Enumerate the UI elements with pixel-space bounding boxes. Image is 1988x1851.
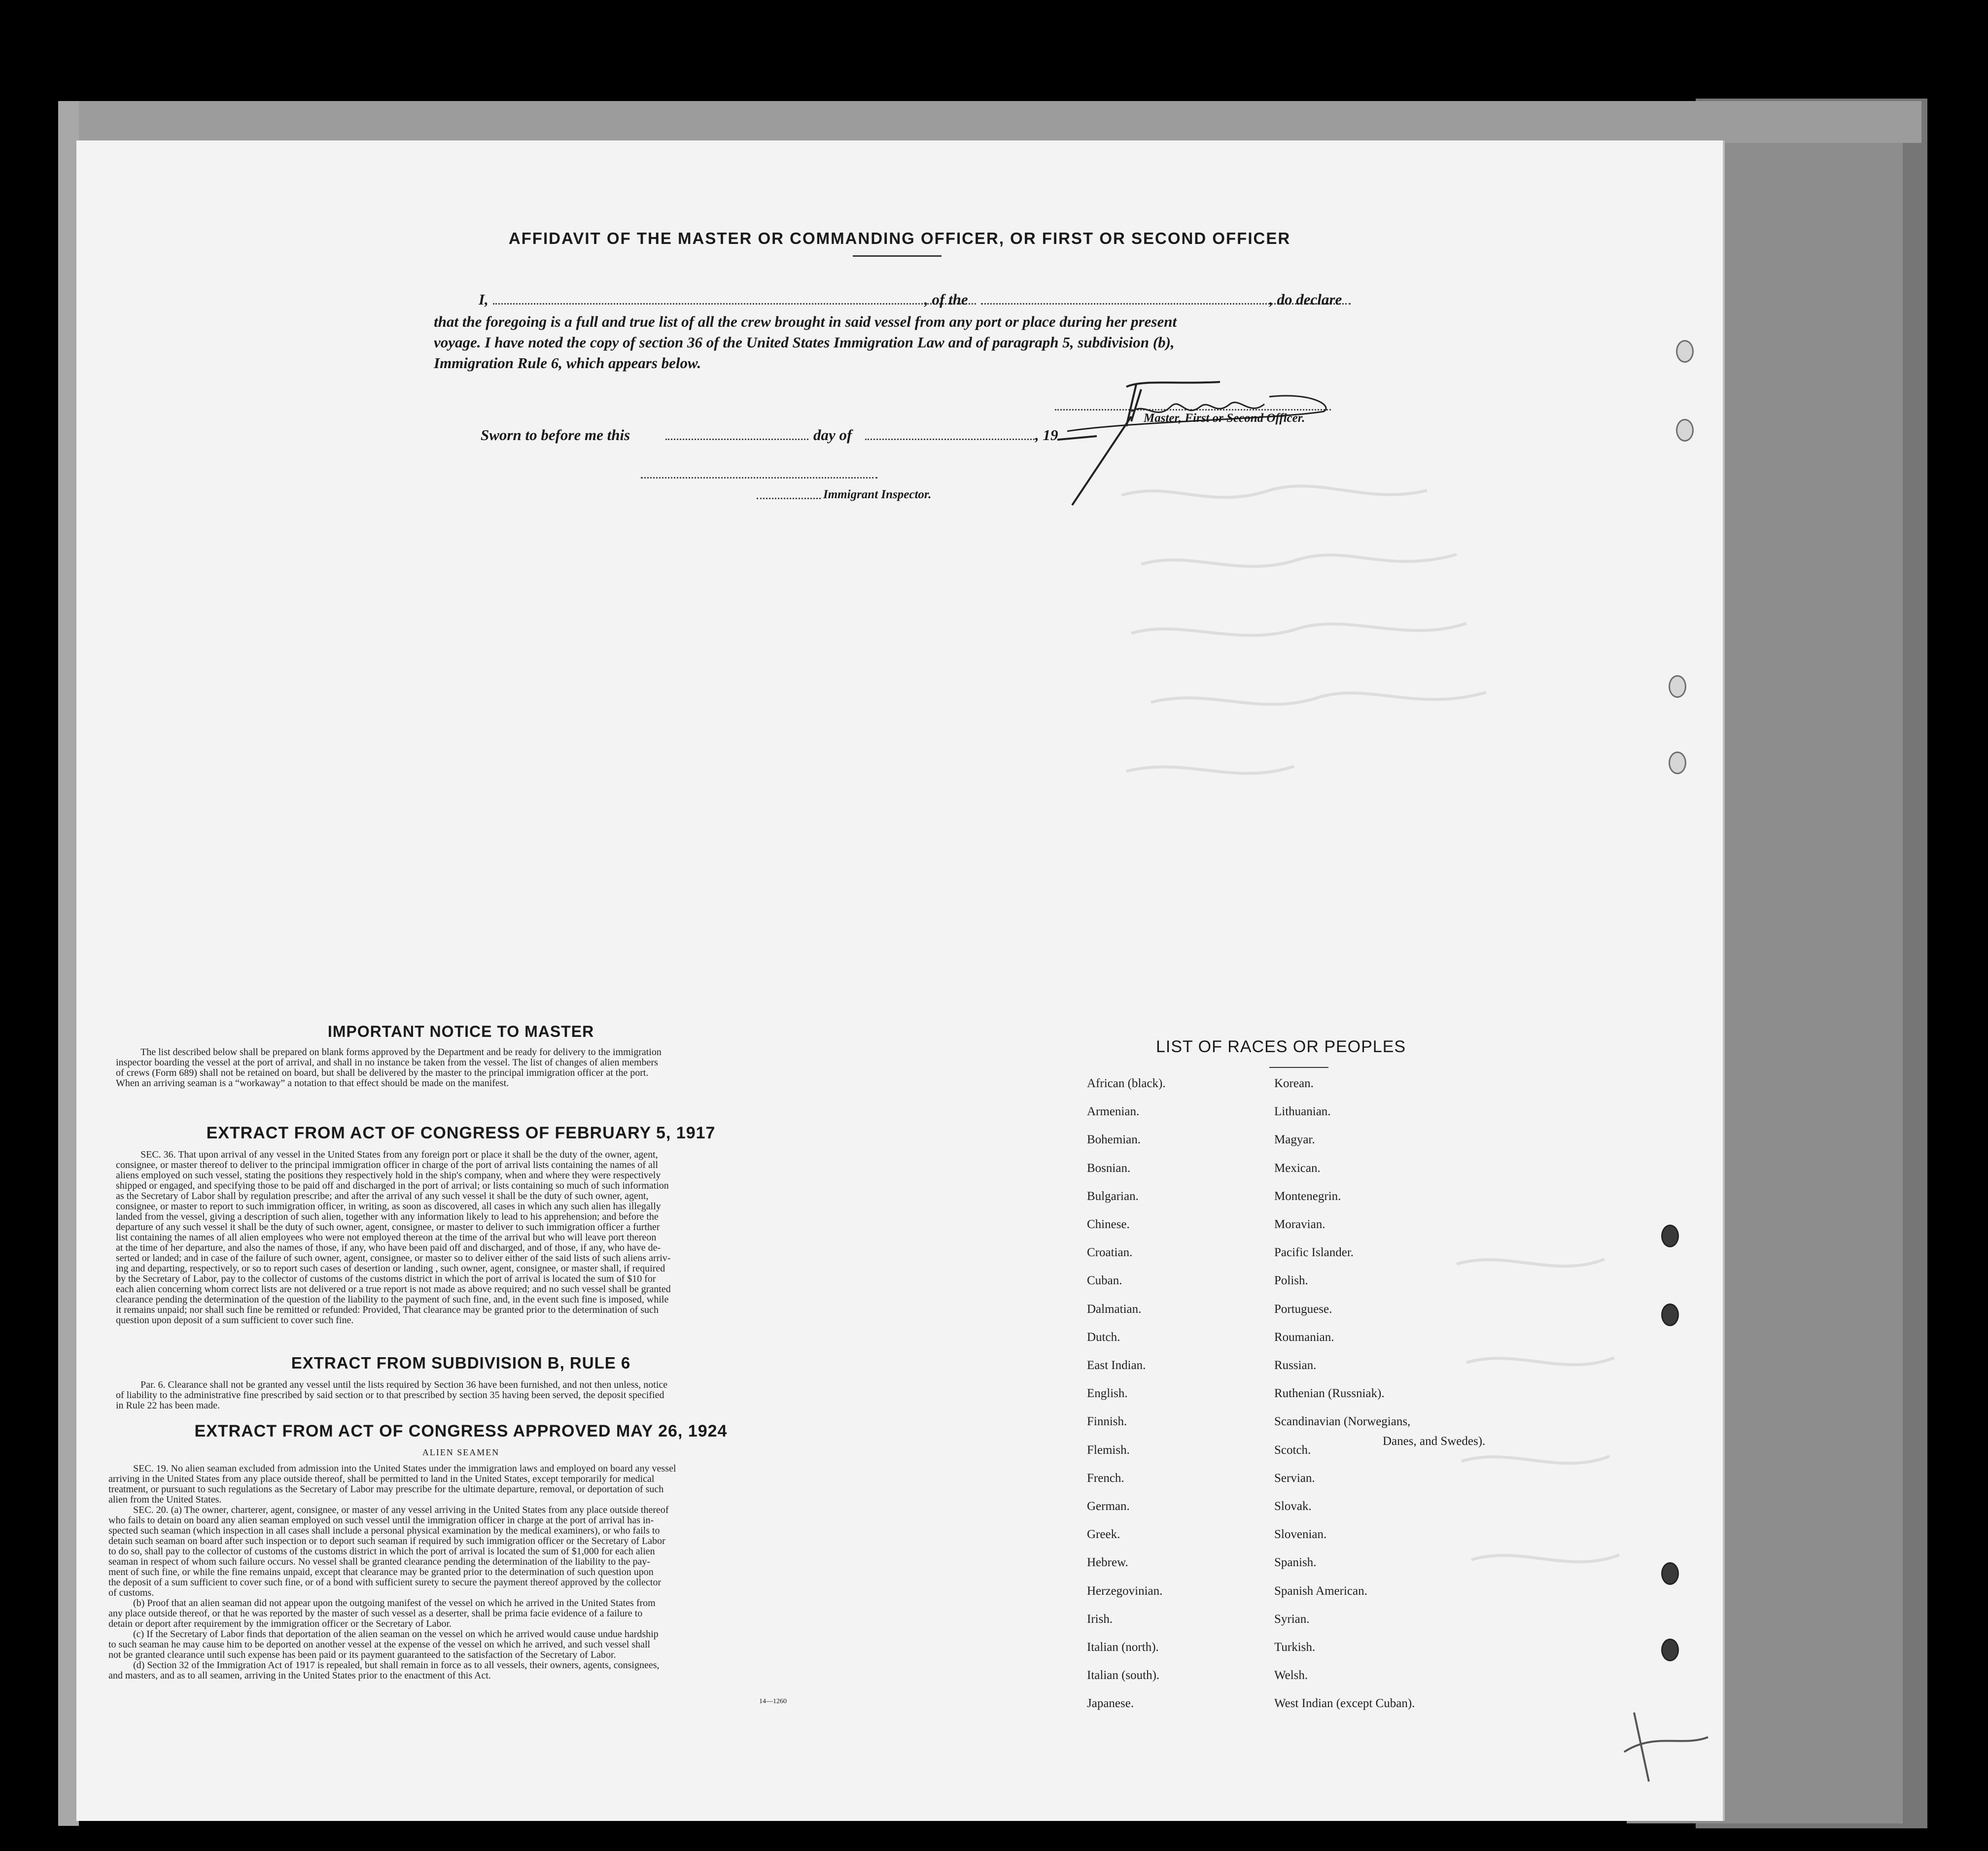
race-item: Roumanian. [1274,1330,1334,1344]
extract-line: treatment, or pursuant to such regulations as the Secretary of Labor may prescribe for the ultimate departure, removal, or deportation of such [108,1484,664,1495]
notice-line: When an arriving seaman is a “workaway” a notation to that effect should be made on the manifest. [116,1078,509,1089]
race-item: Scotch. [1274,1443,1311,1457]
affidavit-declare-label: , do declare [1269,291,1342,308]
extract-line: ing and departing, respectively, or so to report such cases of desertion or landing , such owner, agent, consignee, or master shall, if required [116,1263,665,1274]
sworn-month-line [865,439,1038,440]
punch-hole [1676,419,1694,442]
race-item: Italian (south). [1087,1669,1160,1682]
punch-hole [1661,1562,1679,1585]
race-item: Armenian. [1087,1105,1140,1119]
extract-line: seaman in respect of whom such failure occurs. No vessel shall be granted clearance pending the determination of the liability to the pay- [108,1556,651,1567]
extract-line: any place outside thereof, or that he was reported by the master of such vessel as a deserter, shall be prima facie evidence of a failure to [108,1608,643,1619]
race-item: Welsh. [1274,1669,1308,1682]
extract-line: (c) If the Secretary of Labor finds that deportation of the alien seaman on the vessel on which he arrived would cause undue hardship [133,1629,659,1640]
race-item: Bosnian. [1087,1161,1131,1175]
extract-line: list containing the names of all alien employees who were not employed thereon at the time of the arrival but who will leave port thereon [116,1232,657,1243]
day-of-label: day of [813,426,852,444]
extract-line: by the Secretary of Labor, pay to the collector of customs of the customs district in which the port of arrival is located the sum of $10 for [116,1273,656,1284]
race-item: German. [1087,1500,1130,1513]
extract-line: aliens employed on such vessel, stating the positions they respectively hold in the ship's company, when and where they were respectively [116,1170,661,1181]
extract-line: (d) Section 32 of the Immigration Act of 1917 is repealed, but shall remain in force as to all vessels, their owners, agents, consignees, [133,1660,660,1671]
race-item: Croatian. [1087,1246,1133,1260]
extract-line: serted or landed; and in case of the failure of such owner, agent, consignee, or master so to deliver either of the said lists of such aliens arriv- [116,1253,671,1264]
extract-line: landed from the vessel, giving a description of such alien, together with any information likely to lead to his apprehension; and before the [116,1211,659,1222]
extract-1917-title: EXTRACT FROM ACT OF CONGRESS OF FEBRUARY 5, 1917 [206,1124,716,1142]
race-item: Italian (north). [1087,1641,1159,1654]
race-item: French. [1087,1471,1124,1485]
punch-hole [1676,340,1694,363]
race-item: Scandinavian (Norwegians, [1274,1415,1411,1429]
extract-line: who fails to detain on board any alien seaman employed on such vessel until the immigration officer in charge at the port of arrival has in- [108,1515,654,1526]
race-item: Flemish. [1087,1443,1130,1457]
extract-line: each alien concerning whom correct lists are not delivered or a true report is not made as above required; and no such vessel shall be granted [116,1284,671,1295]
affidavit-statement-line: that the foregoing is a full and true list of all the crew brought in said vessel from any port or place during her present [434,313,1177,330]
extract-line: shipped or engaged, and specifying those to be paid off and discharged in the port of arrival; or lists containing so much of such information [116,1180,669,1191]
extract-line: not be granted clearance until such expense has been paid or its payment guaranteed to the satisfaction of the Secretary of Labor. [108,1649,616,1660]
race-item: Moravian. [1274,1218,1325,1231]
race-item: Ruthenian (Russniak). [1274,1387,1385,1401]
extract-line: detain such seaman on board after such inspection or to deport such seaman if required by such immigration officer or the Secretary of Labor [108,1536,665,1546]
race-item: Slovak. [1274,1500,1312,1513]
race-item: Portuguese. [1274,1302,1332,1316]
extract-line: to such seaman he may cause him to be deported on another vessel at the expense of the vessel on which he arrived, and such vessel shall [108,1639,651,1650]
race-item: Bulgarian. [1087,1189,1139,1203]
extract-line: alien from the United States. [108,1494,222,1505]
punch-hole [1661,1225,1679,1247]
race-item-continuation: Danes, and Swedes). [1383,1435,1486,1448]
race-item: Spanish. [1274,1556,1317,1570]
race-item: Syrian. [1274,1612,1310,1626]
race-item: Chinese. [1087,1218,1130,1231]
race-item: Magyar. [1274,1133,1315,1147]
race-item: Finnish. [1087,1415,1127,1429]
notice-body [116,1047,806,1089]
race-item: Mexican. [1274,1161,1321,1175]
race-item: Servian. [1274,1471,1315,1485]
extract-line: SEC. 19. No alien seaman excluded from admission into the United States under the immigration laws and employed on board any vessel [133,1463,676,1474]
race-item: West Indian (except Cuban). [1274,1697,1415,1711]
inspector-field-line [641,477,877,479]
race-item: East Indian. [1087,1359,1146,1372]
extract-line: spected such seaman (which inspection in all cases shall include a personal physical examination by the medical examiners), or who fails to [108,1525,660,1536]
signature-caption: Master, First or Second Officer. [1144,411,1305,425]
year-label: , 19 [1035,426,1058,444]
races-title: LIST OF RACES OR PEOPLES [1156,1037,1406,1056]
affidavit-i-label: I, [479,291,488,308]
race-item: African (black). [1087,1077,1166,1090]
inspector-dots [757,498,821,499]
extract-line: Par. 6. Clearance shall not be granted any vessel until the lists required by Section 36 have been furnished, and not then unless, notice [140,1379,668,1390]
extract-1924-body [108,1464,808,1681]
extract-line: question upon deposit of a sum sufficient to cover such fine. [116,1315,354,1326]
race-item: Montenegrin. [1274,1189,1341,1203]
extract-1924-title: EXTRACT FROM ACT OF CONGRESS APPROVED MAY 26, 1924 [194,1422,728,1440]
extract-line: clearance pending the determination of the question of the liability to the payment of such fine, and, in the event such fine is imposed, while [116,1294,669,1305]
extract-line: to do so, shall pay to the collector of customs of the customs district in which the port of arrival is located the sum of $1,000 for each alien [108,1546,655,1557]
extract-line: at the time of her departure, and also the names of those, if any, who have been paid off and discharged, and of those, if any, who have de- [116,1242,661,1253]
page-edge-strip [58,101,1921,143]
races-title-rule [1269,1067,1328,1068]
race-item: Japanese. [1087,1697,1134,1711]
race-item: Turkish. [1274,1641,1316,1654]
extract-line: as the Secretary of Labor shall by regulation prescribe; and after the arrival of any such vessel it shall be the duty of such owner, agent, [116,1191,649,1201]
notice-line: inspector boarding the vessel at the port of arrival, and shall in no instance be taken from the vessel. The list of changes of alien members [116,1057,658,1068]
extract-line: detain or deport after requirement by the immigration officer or the Secretary of Labor. [108,1618,452,1629]
race-item: Greek. [1087,1528,1120,1542]
race-item: Korean. [1274,1077,1314,1090]
title-rule [853,255,942,257]
extract-line: SEC. 20. (a) The owner, charterer, agent, consignee, or master of any vessel arriving in the United States from any place outside thereof [133,1505,669,1515]
extract-line: consignee, or master to report to such immigration officer, in writing, as soon as discovered, all cases in which any such alien has illegally [116,1201,661,1212]
race-item: Irish. [1087,1612,1113,1626]
race-item: Pacific Islander. [1274,1246,1354,1260]
affidavit-statement-line: Immigration Rule 6, which appears below. [434,354,701,372]
punch-hole [1661,1639,1679,1661]
bleed-through-handwriting [1112,476,1654,1708]
inspector-caption: Immigrant Inspector. [823,488,932,501]
punch-hole [1669,675,1686,698]
notice-title: IMPORTANT NOTICE TO MASTER [327,1023,594,1040]
extract-line: the deposit of a sum sufficient to cover such fine, or of a bond with sufficient surety to secure the payment thereof approved by the collector [108,1577,662,1588]
name-field-line [493,303,976,305]
extract-line: of liability to the administrative fine prescribed by said section or to that prescribed by section 35 having been served, the deposit specified [116,1390,664,1401]
race-item: Dutch. [1087,1330,1120,1344]
extract-line: consignee, or master thereof to deliver to the principal immigration officer in charge of the port of arrival lists containing the names of all [116,1160,659,1170]
extract-1924-subtitle: ALIEN SEAMEN [422,1447,500,1457]
extract-line: (b) Proof that an alien seaman did not appear upon the outgoing manifest of the vessel on which he arrived in the United States from [133,1598,656,1609]
extract-line: ment of such fine, or while the fine remains unpaid, except that clearance may be granted prior to the determination of such question upon [108,1567,654,1577]
punch-hole [1661,1303,1679,1326]
race-item: Slovenian. [1274,1528,1327,1542]
extract-line: departure of any such vessel it shall be the duty of such owner, agent, consignee, or master to deliver to such immigration officer a further [116,1222,660,1233]
extract-line: and masters, and as to all seamen, arriving in the United States prior to the enactment of this Act. [108,1670,491,1681]
sworn-day-line [665,439,808,440]
extract-line: in Rule 22 has been made. [116,1400,220,1411]
race-item: Spanish American. [1274,1584,1367,1598]
page-edge-strip [58,101,79,1826]
sworn-label: Sworn to before me this [481,426,630,444]
race-item: Hebrew. [1087,1556,1128,1570]
notice-line: The list described below shall be prepared on blank forms approved by the Department and be ready for delivery to the immigration [140,1047,662,1058]
extract-rule6-body [116,1380,806,1411]
punch-hole [1669,752,1686,774]
extract-line: it remains unpaid; nor shall such fine be remitted or refunded: Provided, That clearance may be granted prior to the determination of such [116,1304,659,1315]
extract-rule6-title: EXTRACT FROM SUBDIVISION B, RULE 6 [291,1354,631,1372]
pencil-mark [1614,1703,1713,1791]
extract-line: of customs. [108,1587,154,1598]
race-item: English. [1087,1387,1128,1401]
extract-line: SEC. 36. That upon arrival of any vessel in the United States from any foreign port or place it shall be the duty of the owner, agent, [140,1149,658,1160]
form-number: 14—1260 [759,1698,787,1705]
race-item: Lithuanian. [1274,1105,1331,1119]
notice-line: of crews (Form 689) shall not be retained on board, but shall be delivered by the master to the principal immigration officer at the port. [116,1067,649,1078]
document-page [76,140,1723,1821]
race-item: Polish. [1274,1274,1308,1288]
race-item: Dalmatian. [1087,1302,1142,1316]
affidavit-title: AFFIDAVIT OF THE MASTER OR COMMANDING OFFICER, OR FIRST OR SECOND OFFICER [508,229,1291,247]
affidavit-of-the-label: , of the [924,291,968,308]
extract-line: arriving in the United States from any place outside thereof, shall be permitted to land in the United States, except temporarily for medical [108,1474,655,1484]
affidavit-statement-line: voyage. I have noted the copy of section 36 of the United States Immigration Law and of paragraph 5, subdivision (b), [434,334,1175,351]
race-item: Herzegovinian. [1087,1584,1163,1598]
race-item: Bohemian. [1087,1133,1141,1147]
race-item: Russian. [1274,1359,1317,1372]
extract-1917-body [116,1150,806,1326]
race-item: Cuban. [1087,1274,1122,1288]
